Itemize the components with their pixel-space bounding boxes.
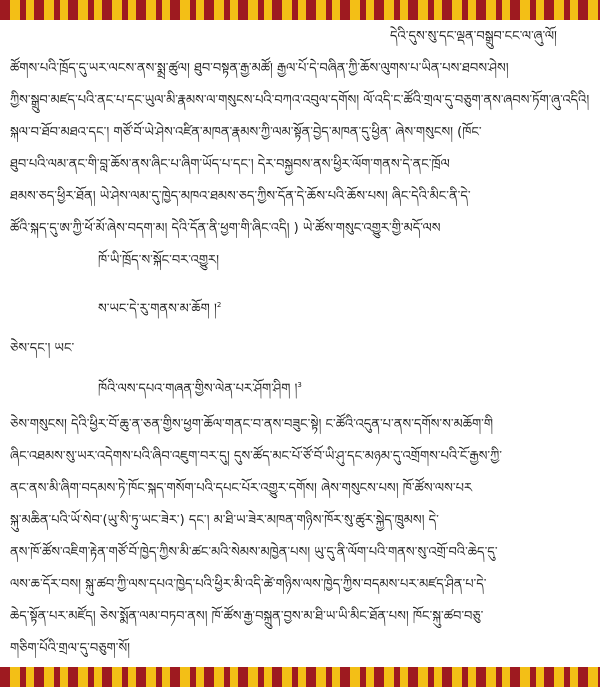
text-line: དེའི་དུས་སུ་དང་ལྡན་བསྒྲུབ་ངང་ལ་ཞུ་ལོ།	[390, 29, 557, 44]
footnote-mark: 2	[216, 301, 222, 309]
text-line: ཅེས་གསུངས། དེའི་ཕྱིར་བོ་ཆུ་ན་ཅན་གྱིས་ཕྱག་ཆོལ་གནང་བ་ནས་བཟུང་སྟེ། ང་ཚོའི་འདུན་པ་ནས་དགོས་ས་མཆོག་གི	[10, 417, 494, 432]
verse-line	[98, 376, 302, 398]
verse-line	[98, 296, 221, 318]
verse-text: ས་ཡང་དེ་རུ་གནས་མ་ཆོག །	[98, 301, 217, 317]
text-line: ཐམས་ཅད་ཕྱིར་ཐོན། ཡེ་ཤེས་ལམ་དུ་ཁྱེད་མཁའ་ཐམས་ཅད་ཀྱིས་དོན་དེ་ཆོས་པའི་ཆོས་པས། ཞིང་དེའི་མིང་ནི་དེ་	[10, 189, 471, 204]
document-body	[10, 20, 590, 666]
top-border-stripe	[0, 0, 600, 20]
text-line: ཅེས་དང་། ཡང་	[10, 341, 75, 356]
text-line: ནས་ཁོ་ཚོས་འཇིག་རྟེན་གཙོ་བོ་ཁྱེད་ཀྱིས་མི་ཚང་མའི་སེམས་མཁྱེན་པས། ཡུ་དུ་ནི་ལོག་པའི་གནས་སུ་འགྲོ་བའི་ཆེད་དུ་	[10, 545, 498, 560]
text-line: གཅིག་པོའི་གྲལ་དུ་བཅུག་སོ།	[10, 641, 131, 656]
text-line: ཚོའི་སྐད་དུ་ཨ་ཀྱི་ཕོ་མོ་ཞེས་བདག་མ། དེའི་དོན་ནི་ཕྱག་གི་ཞིང་འདི། ) ཡེ་ཚོས་གསུང་འགྱུར་གྱི་མདོ་ལས	[10, 221, 441, 236]
text-line: ཀྱིས་སྒྲུབ་མཛད་པའི་ནང་པ་དང་ཡུལ་མི་རྣམས་ལ་གསུངས་པའི་བཀའ་འབུལ་དགོས། ལོ་འདི་ང་ཚོའི་གྲལ་དུ་བཅུག་ནས་ཞབས་ཏོག་ཞུ་འདིའི།	[10, 93, 590, 108]
text-line: ཐུབ་པའི་ལམ་ནང་གི་བླ་ཆོས་ནས་ཞིང་པ་ཞིག་ཡོད་པ་དང་། དེར་བསྐྱབས་ནས་ཕྱིར་ལོག་གནས་དེ་ནང་ཁྲོལ	[10, 157, 450, 172]
text-line: ཆེད་སྟོན་པར་མཛོད། ཅེས་སྨོན་ལམ་བཏབ་ནས། ཁོ་ཚོས་རྒྱ་བསྐྲུན་བྱས་མ་ཐི་ཡ་ཡི་མིང་ཐོན་པས། ཁོང་སྐུ་ཚབ་བཅུ་	[10, 609, 484, 624]
footnote-mark: 3	[297, 381, 302, 389]
text-line: ཞིང་འཐམས་སུ་ཡར་འདེགས་པའི་ཞིབ་འཇུག་བར་དུ། དུས་ཚོད་མང་པོ་ཙོ་བོ་ཡི་ཤུ་དང་མཉམ་དུ་འགྲོགས་པའི་ངོ་རྒྱས་ཀྱི་	[10, 449, 502, 464]
verse-line: ཁོ་ཡི་ཁྲོད་ས་སྐོང་བར་འགྱུར།	[98, 253, 219, 268]
verse-text: ཁོའི་ལས་དཔའ་གཞན་གྱིས་ལེན་པར་ཤོག་ཤིག །	[98, 381, 298, 397]
text-line: ལས་ཆ་དོར་བས། སྐུ་ཚབ་ཀྱི་ལས་དཔའ་ཁྱེད་པའི་ཕྱིར་མི་འདི་ཚེ་གཉིས་ལས་ཁྱེད་ཀྱིས་བདམས་པར་མཛད་ཤིན་པ་དེ་	[10, 577, 487, 592]
text-line: སྐལ་བ་ཐོབ་མཐའ་དང་། གཙོ་བོ་ཡེ་ཤེས་འཛིན་མཁན་རྣམས་ཀྱི་ལམ་སྟོན་བྱེད་མཁན་དུ་ཕྱིན་ ཞེས་གསུངས། (ཁོང་	[10, 125, 482, 140]
text-line: ནང་ནས་མི་ཞིག་བདམས་ཏེ་ཁོང་སྐད་གསོག་པའི་དཔང་པོར་འགྱུར་དགོས། ཞེས་གསུངས་པས། ཁོ་ཚོས་ལས་པར	[10, 481, 473, 496]
text-line: ཚོགས་པའི་ཁྲོད་དུ་ཡར་ལངས་ནས་སྨྲ་ཚུལ། ཐུབ་བསྟན་རྒྱ་མཚོ། རྒྱལ་པོ་དེ་བཞིན་ཀྱི་ཆོས་ལུགས་པ་ཡིན་པས་ཐབས་ཤེས།	[10, 61, 509, 76]
bottom-border-stripe	[0, 667, 600, 687]
text-line: སྐུ་མཆིན་པའི་ཡོ་སེབ་(ཡུ་སི་ཏུ་ཡང་ཟེར་) དང་། མ་ཐི་ཡ་ཟེར་མཁན་གཉིས་ཁོར་སུ་ཚུར་སྐྱེད་ཁྲུམས། དེ་	[10, 513, 439, 528]
